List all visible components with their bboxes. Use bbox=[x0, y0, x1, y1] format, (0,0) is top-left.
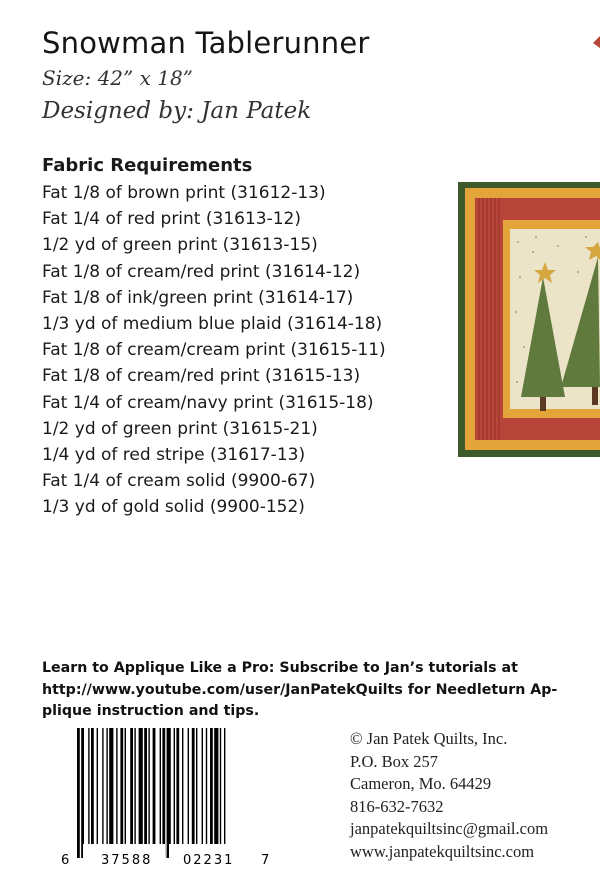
company-name: © Jan Patek Quilts, Inc. bbox=[350, 729, 508, 748]
fabric-item: 1/4 yd of red stripe (31617-13) bbox=[42, 445, 306, 466]
barcode-bar bbox=[162, 728, 165, 858]
barcode-group-1: 37588 bbox=[101, 853, 153, 868]
fabric-item: Fat 1/8 of cream/red print (31615-13) bbox=[42, 366, 361, 387]
barcode-bars bbox=[77, 728, 225, 858]
designer-credit: Designed by: Jan Patek bbox=[42, 98, 312, 124]
barcode-bar bbox=[144, 728, 147, 858]
tree-right-trunk bbox=[592, 387, 598, 405]
barcode-bar bbox=[210, 728, 213, 858]
barcode-bar bbox=[130, 728, 133, 858]
phone-number: 816-632-7632 bbox=[350, 796, 444, 816]
barcode-bar bbox=[224, 728, 225, 858]
fabric-item: 1/2 yd of green print (31613-15) bbox=[42, 235, 318, 256]
barcode-group-2: 02231 bbox=[183, 853, 235, 868]
fabric-requirements-heading: Fabric Requirements bbox=[42, 155, 253, 176]
barcode-bar bbox=[174, 728, 175, 858]
fabric-item: Fat 1/8 of cream/red print (31614-12) bbox=[42, 261, 361, 282]
barcode-bar bbox=[77, 728, 80, 858]
barcode-right-digit: 7 bbox=[261, 853, 270, 868]
barcode-bar bbox=[106, 728, 107, 858]
fabric-list bbox=[42, 180, 386, 521]
barcode-bar bbox=[206, 728, 207, 858]
po-box: P.O. Box 257 bbox=[350, 751, 439, 771]
tree-left-trunk bbox=[540, 397, 546, 411]
fabric-item: Fat 1/4 of cream/navy print (31615-18) bbox=[42, 392, 374, 413]
fabric-item: 1/3 yd of medium blue plaid (31614-18) bbox=[42, 314, 383, 335]
barcode-bar bbox=[102, 728, 103, 858]
barcode-bar bbox=[91, 728, 94, 858]
upc-barcode bbox=[55, 728, 277, 870]
barcode-bar bbox=[160, 728, 161, 858]
fabric-item: Fat 1/4 of cream solid (9900-67) bbox=[42, 471, 316, 492]
pattern-title: Snowman Tablerunner bbox=[42, 26, 370, 60]
promo-line: plique instruction and tips. bbox=[42, 703, 260, 719]
barcode-bar bbox=[97, 728, 98, 858]
barcode-bar bbox=[182, 728, 183, 858]
barcode-left-digit: 6 bbox=[61, 853, 70, 868]
barcode-bar bbox=[125, 728, 126, 858]
barcode-bar bbox=[148, 728, 149, 858]
promo-line: Learn to Applique Like a Pro: Subscribe to Jan’s tutorials at bbox=[42, 660, 518, 676]
barcode-bar bbox=[196, 728, 197, 858]
fabric-item: 1/3 yd of gold solid (9900-152) bbox=[42, 497, 305, 518]
barcode-bar bbox=[153, 728, 156, 858]
barcode-bar bbox=[192, 728, 195, 858]
barcode-bar bbox=[220, 728, 221, 858]
barcode-bar bbox=[116, 728, 117, 858]
fabric-item: Fat 1/8 of cream/cream print (31615-11) bbox=[42, 340, 386, 361]
barcode-bar bbox=[120, 728, 123, 858]
barcode-bar bbox=[202, 728, 203, 858]
corner-star-icon bbox=[588, 36, 600, 48]
barcode-bar bbox=[88, 728, 89, 858]
website-link[interactable]: www.janpatekquiltsinc.com bbox=[350, 841, 535, 861]
promo-link-line[interactable]: http://www.youtube.com/user/JanPatekQuilts for Needleturn Ap- bbox=[42, 681, 558, 698]
barcode-bar bbox=[176, 728, 179, 858]
pattern-size: Size: 42” x 18” bbox=[42, 66, 193, 90]
email-link[interactable]: janpatekquiltsinc@gmail.com bbox=[350, 819, 549, 838]
city-address: Cameron, Mo. 64429 bbox=[350, 774, 492, 793]
fabric-item: Fat 1/4 of red print (31613-12) bbox=[42, 209, 301, 230]
fabric-item: Fat 1/8 of ink/green print (31614-17) bbox=[42, 287, 354, 308]
fabric-item: Fat 1/8 of brown print (31612-13) bbox=[42, 183, 326, 203]
barcode-bar bbox=[188, 728, 189, 858]
barcode-bar bbox=[81, 728, 84, 858]
tutorial-promo bbox=[42, 658, 594, 723]
quilt-photo bbox=[458, 182, 600, 457]
barcode-bar bbox=[214, 728, 218, 858]
barcode-bar bbox=[134, 728, 135, 858]
barcode-bar bbox=[139, 728, 143, 858]
contact-block bbox=[350, 728, 548, 863]
barcode-bar bbox=[109, 728, 113, 858]
barcode-bar bbox=[167, 728, 171, 858]
fabric-item: 1/2 yd of green print (31615-21) bbox=[42, 418, 318, 439]
